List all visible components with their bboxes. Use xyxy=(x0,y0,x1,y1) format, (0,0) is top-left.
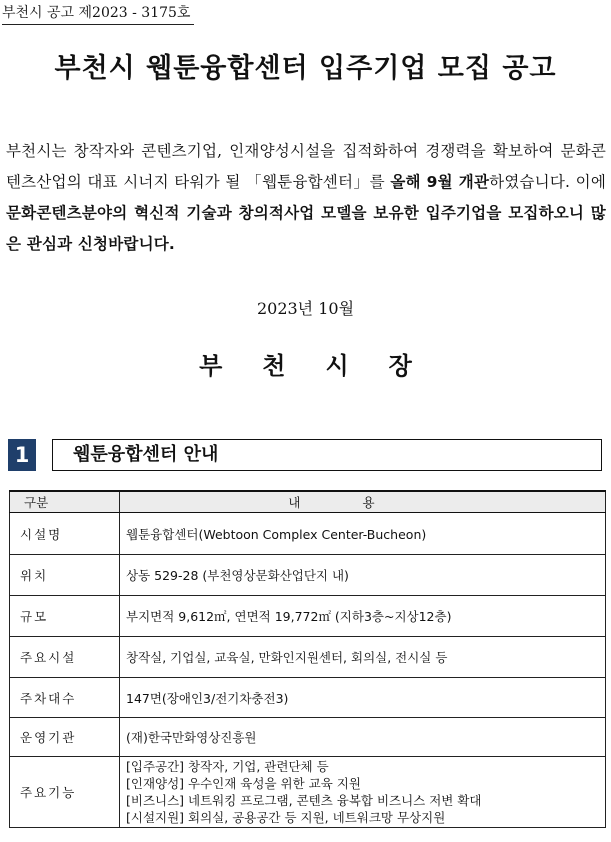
row-label: 운영기관 xyxy=(10,718,120,757)
row-label: 주요시설 xyxy=(10,637,120,678)
section-header xyxy=(8,439,606,473)
section-title: 웹툰융합센터 안내 xyxy=(52,439,602,471)
notice-number: 부천시 공고 제2023 - 3175호 xyxy=(2,2,190,22)
row-value: 웹툰융합센터(Webtoon Complex Center-Bucheon) xyxy=(120,513,606,555)
row-label: 주요기능 xyxy=(10,757,120,828)
function-line: [입주공간] 창작자, 기업, 관련단체 등 xyxy=(126,759,329,774)
row-label: 규모 xyxy=(10,596,120,637)
row-label: 시설명 xyxy=(10,513,120,555)
info-table xyxy=(9,490,606,828)
signer: 부천시장 xyxy=(199,351,452,380)
row-value: 창작실, 기업실, 교육실, 만화인지원센터, 회의실, 전시실 등 xyxy=(120,637,606,678)
header-content: 내용 xyxy=(120,491,606,513)
notice-date: 2023년 10월 xyxy=(256,299,355,318)
function-line: [시설지원] 회의실, 공용공간 등 지원, 네트워크망 무상지원 xyxy=(126,810,446,825)
table-row xyxy=(10,555,606,596)
function-line: [인재양성] 우수인재 육성을 위한 교육 지원 xyxy=(126,776,361,791)
function-line: [비즈니스] 네트워킹 프로그램, 콘텐츠 융복합 비즈니스 저변 확대 xyxy=(126,793,482,808)
table-row xyxy=(10,678,606,718)
row-label: 주차대수 xyxy=(10,678,120,718)
row-value: 상동 529-28 (부천영상문화산업단지 내) xyxy=(120,555,606,596)
row-value: 부지면적 9,612㎡, 연면적 19,772㎡ (지하3층~지상12층) xyxy=(120,596,606,637)
row-value: (재)한국만화영상진흥원 xyxy=(120,718,606,757)
page-title: 부천시 웹툰융합센터 입주기업 모집 공고 xyxy=(54,53,557,84)
table-header-row xyxy=(10,491,606,513)
table-row xyxy=(10,718,606,757)
intro-paragraph xyxy=(6,136,606,260)
table-row xyxy=(10,596,606,637)
row-label: 위치 xyxy=(10,555,120,596)
intro-text-2: 하였습니다. 이에 xyxy=(489,173,606,191)
header-category: 구분 xyxy=(10,491,120,513)
table-row xyxy=(10,757,606,828)
table-row xyxy=(10,513,606,555)
row-value: 147면(장애인3/전기차충전3) xyxy=(120,678,606,718)
intro-bold-opening: 올해 9월 개관 xyxy=(390,173,490,191)
section-number: 1 xyxy=(8,439,36,471)
row-value-functions xyxy=(120,757,606,828)
table-row xyxy=(10,637,606,678)
intro-text-1: 부천시는 창작자와 콘텐츠기업, 인재양성시설을 집적화하여 경쟁력을 확보하여 문화콘텐츠산업의 대표 시너지 타워가 될 「웹툰융합센터」를 xyxy=(6,142,606,191)
intro-bold-recruit: 문화콘텐츠분야의 혁신적 기술과 창의적사업 모델을 보유한 입주기업을 모집하오니 많은 관심과 신청바랍니다. xyxy=(6,204,606,253)
